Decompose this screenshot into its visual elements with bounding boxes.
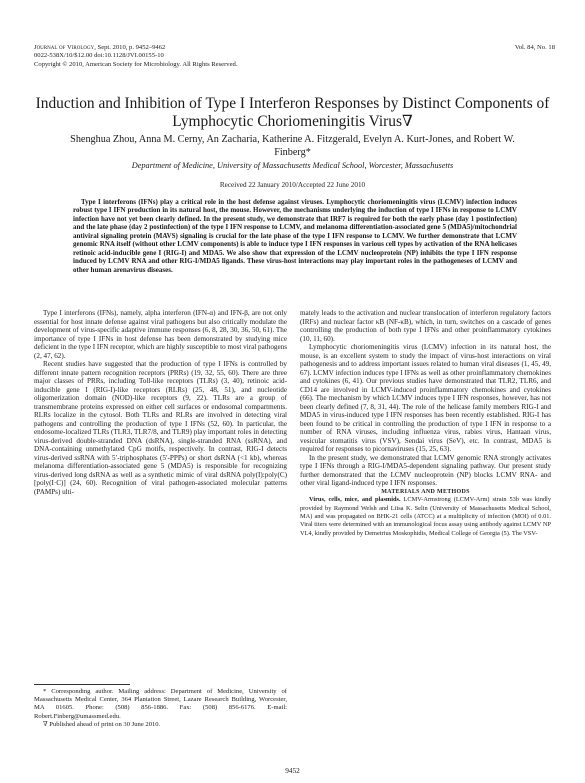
body-column-left: [34, 309, 287, 496]
abstract: Type I interferons (IFNs) play a critical role in the host defense against viruses. Lymphocytic choriomeningitis virus (LCMV) infection induces robust type I IFN production in its natural host, the mouse. However, the mechanisms underlying the induction of type I IFNs in response to LCMV infection have not yet been clearly defined. In the present study, we demonstrate that IRF7 is required for both the early phase (day 1 postinfection) and the late phase (day 2 postinfection) of the type I IFN response to LCMV, and melanoma differentiation-associated gene 5 (MDA5)/mitochondrial antiviral signaling protein (MAVS) signaling is crucial for the late phase of the type I IFN response to LCMV. We further demonstrate that LCMV genomic RNA itself (without other LCMV components) is able to induce type I IFN responses in various cell types by activation of the RNA helicases retinoic acid-inducible gene I (RIG-I) and MDA5. We also show that expression of the LCMV nucleoprotein (NP) inhibits the type I IFN response induced by LCMV RNA and other RIG-I/MDA5 ligands. These virus-host interactions may play important roles in the pathogeneses of LCMV and other human arenavirus diseases.: [73, 198, 517, 274]
affiliation: Department of Medicine, University of Massachusetts Medical School, Worcester, Massachusetts: [131, 161, 454, 170]
methods-paragraph: [300, 496, 551, 537]
section-heading-methods: MATERIALS AND METHODS: [381, 488, 470, 495]
issn-doi: 0022-538X/10/$12.00 doi:10.1128/JVI.00155-10: [34, 52, 164, 60]
journal-name: Journal of Virology: [34, 44, 95, 51]
article-title: Induction and Inhibition of Type I Interferon Responses by Distinct Components of Lymphocytic Choriomeningitis Virus∇: [35, 95, 550, 130]
footnotes: [34, 684, 287, 729]
page-number: 9452: [285, 766, 300, 775]
body-column-right: [300, 309, 551, 538]
intro-paragraph-1: Type I interferons (IFNs), namely, alpha interferon (IFN-α) and IFN-β, are not only essential for host innate defense against viral pathogens but also critically modulate the development of virus-specific adaptive immune responses (6, 8, 28, 30, 36, 50, 61). The importance of type I IFNs in host defense has been demonstrated by studying mice deficient in the type I IFN receptor, which are highly susceptible to most viral pathogens (2, 47, 62).: [34, 309, 287, 360]
running-header: [34, 44, 555, 69]
intro-paragraph-4: Lymphocytic choriomeningitis virus (LCMV) infection in its natural host, the mouse, is an excellent system to study the impact of virus-host interactions on viral pathogenesis and to address important issues related to human viral diseases (1, 45, 49, 67). LCMV infection induces type I IFNs as well as other proinflammatory chemokines and cytokines (6, 41). Our previous studies have demonstrated that TLR2, TLR6, and CD14 are involved in LCMV-induced proinflammatory chemokines and cytokines (66). The mechanism by which LCMV induces type I IFN responses, however, has not been clearly defined (7, 8, 31, 44). The role of the helicase family members RIG-I and MDA5 in virus-induced type I IFN responses has been recently established. RIG-I has been found to be critical in controlling the production of type I IFN in response to a number of RNA viruses, including influenza virus, rabies virus, Hantaan virus, vesicular stomatitis virus (VSV), Sendai virus (SeV), etc. In contrast, MDA5 is required for responses to picornaviruses (15, 25, 63).: [300, 343, 551, 454]
published-ahead-note: ∇ Published ahead of print on 30 June 2010.: [43, 720, 161, 728]
corresponding-author-note: * Corresponding author. Mailing address: Department of Medicine, University of Massachusetts Medical Center, 364 Plantation Street, Lazare Research Building, Worcester, MA 01605. Phone: (508) 856-1886. Fax: (508) 856-6176. E-mail: Robert.Finberg@umassmed.edu.: [34, 688, 287, 720]
received-dates: Received 22 January 2010/Accepted 22 June 2010: [219, 181, 366, 189]
intro-paragraph-5: In the present study, we demonstrated that LCMV genomic RNA strongly activates type I IFNs through a RIG-I/MDA5-dependent signaling pathway. Our present study further demonstrated that the LCMV nucleoprotein (NP) blocks LCMV RNA- and other viral ligand-induced type I IFN responses.: [300, 453, 551, 488]
footnote-rule: [34, 684, 130, 685]
methods-run-in-heading: Virus, cells, mice, and plasmids.: [309, 496, 401, 504]
citation: , Sept. 2010, p. 9452–9462: [94, 44, 166, 51]
intro-paragraph-2: Recent studies have suggested that the production of type I IFNs is controlled by different innate pattern recognition receptors (PRRs) (19, 32, 55, 60). There are three major classes of PRRs, including Toll-like receptors (TLRs) (3, 40), retinoic acid-inducible gene I (RIG-I)-like receptors (RLRs) (25, 48, 51), and nucleotide oligomerization domain (NOD)-like receptors (9, 22). TLRs are a group of transmembrane proteins expressed on either cell surfaces or endosomal compartments. RLRs localize in the cytosol. Both TLRs and RLRs are involved in detecting viral pathogens and controlling the production of type I IFNs (52, 60). In particular, the endosome-localized TLRs (TLR3, TLR7/8, and TLR9) play important roles in detecting virus-derived double-stranded DNA (dsRNA), single-stranded RNA (ssRNA), and DNA-containing unmethylated CpG motifs, respectively. In contrast, RIG-I detects virus-derived ssRNA with 5′-triphosphates (5′-PPPs) or short dsRNA (<1 kb), whereas melanoma differentiation-associated gene 5 (MDA5) is responsible for recognizing virus-derived long dsRNA as well as a synthetic mimic of viral dsRNA poly(I):poly(C) [poly(I·C)] (24, 60). Recognition of viral pathogen-associated molecular patterns (PAMPs) ulti-: [34, 360, 287, 496]
volume-number: Vol. 84, No. 18: [514, 44, 555, 51]
methods-text: LCMV-Armstrong (LCMV-Arm) strain 53b was kindly provided by Raymond Welsh and Liisa K. Selin (University of Massachusetts Medical School, MA) and was propagated on BHK-21 cells (ATCC) at a multiplicity of infection (MOI) of 0.01. Viral titers were determined with an immunological focus assay using antibody against LCMV NP VL4, kindly provided by Demetrius Moskophidis, Medical College of Georgia (5). The VSV-: [300, 496, 551, 537]
copyright: Copyright © 2010, American Society for Microbiology. All Rights Reserved.: [34, 60, 238, 68]
author-list: Shenghua Zhou, Anna M. Cerny, An Zacharia, Katherine A. Fitzgerald, Evelyn A. Kurt-Jones, and Robert W. Finberg*: [70, 134, 515, 158]
intro-paragraph-3: mately leads to the activation and nuclear translocation of interferon regulatory factors (IRFs) and nuclear factor κB (NF-κB), which, in turn, switches on a cascade of genes controlling the production of both type I IFNs and other proinflammatory cytokines (10, 11, 60).: [300, 309, 551, 343]
